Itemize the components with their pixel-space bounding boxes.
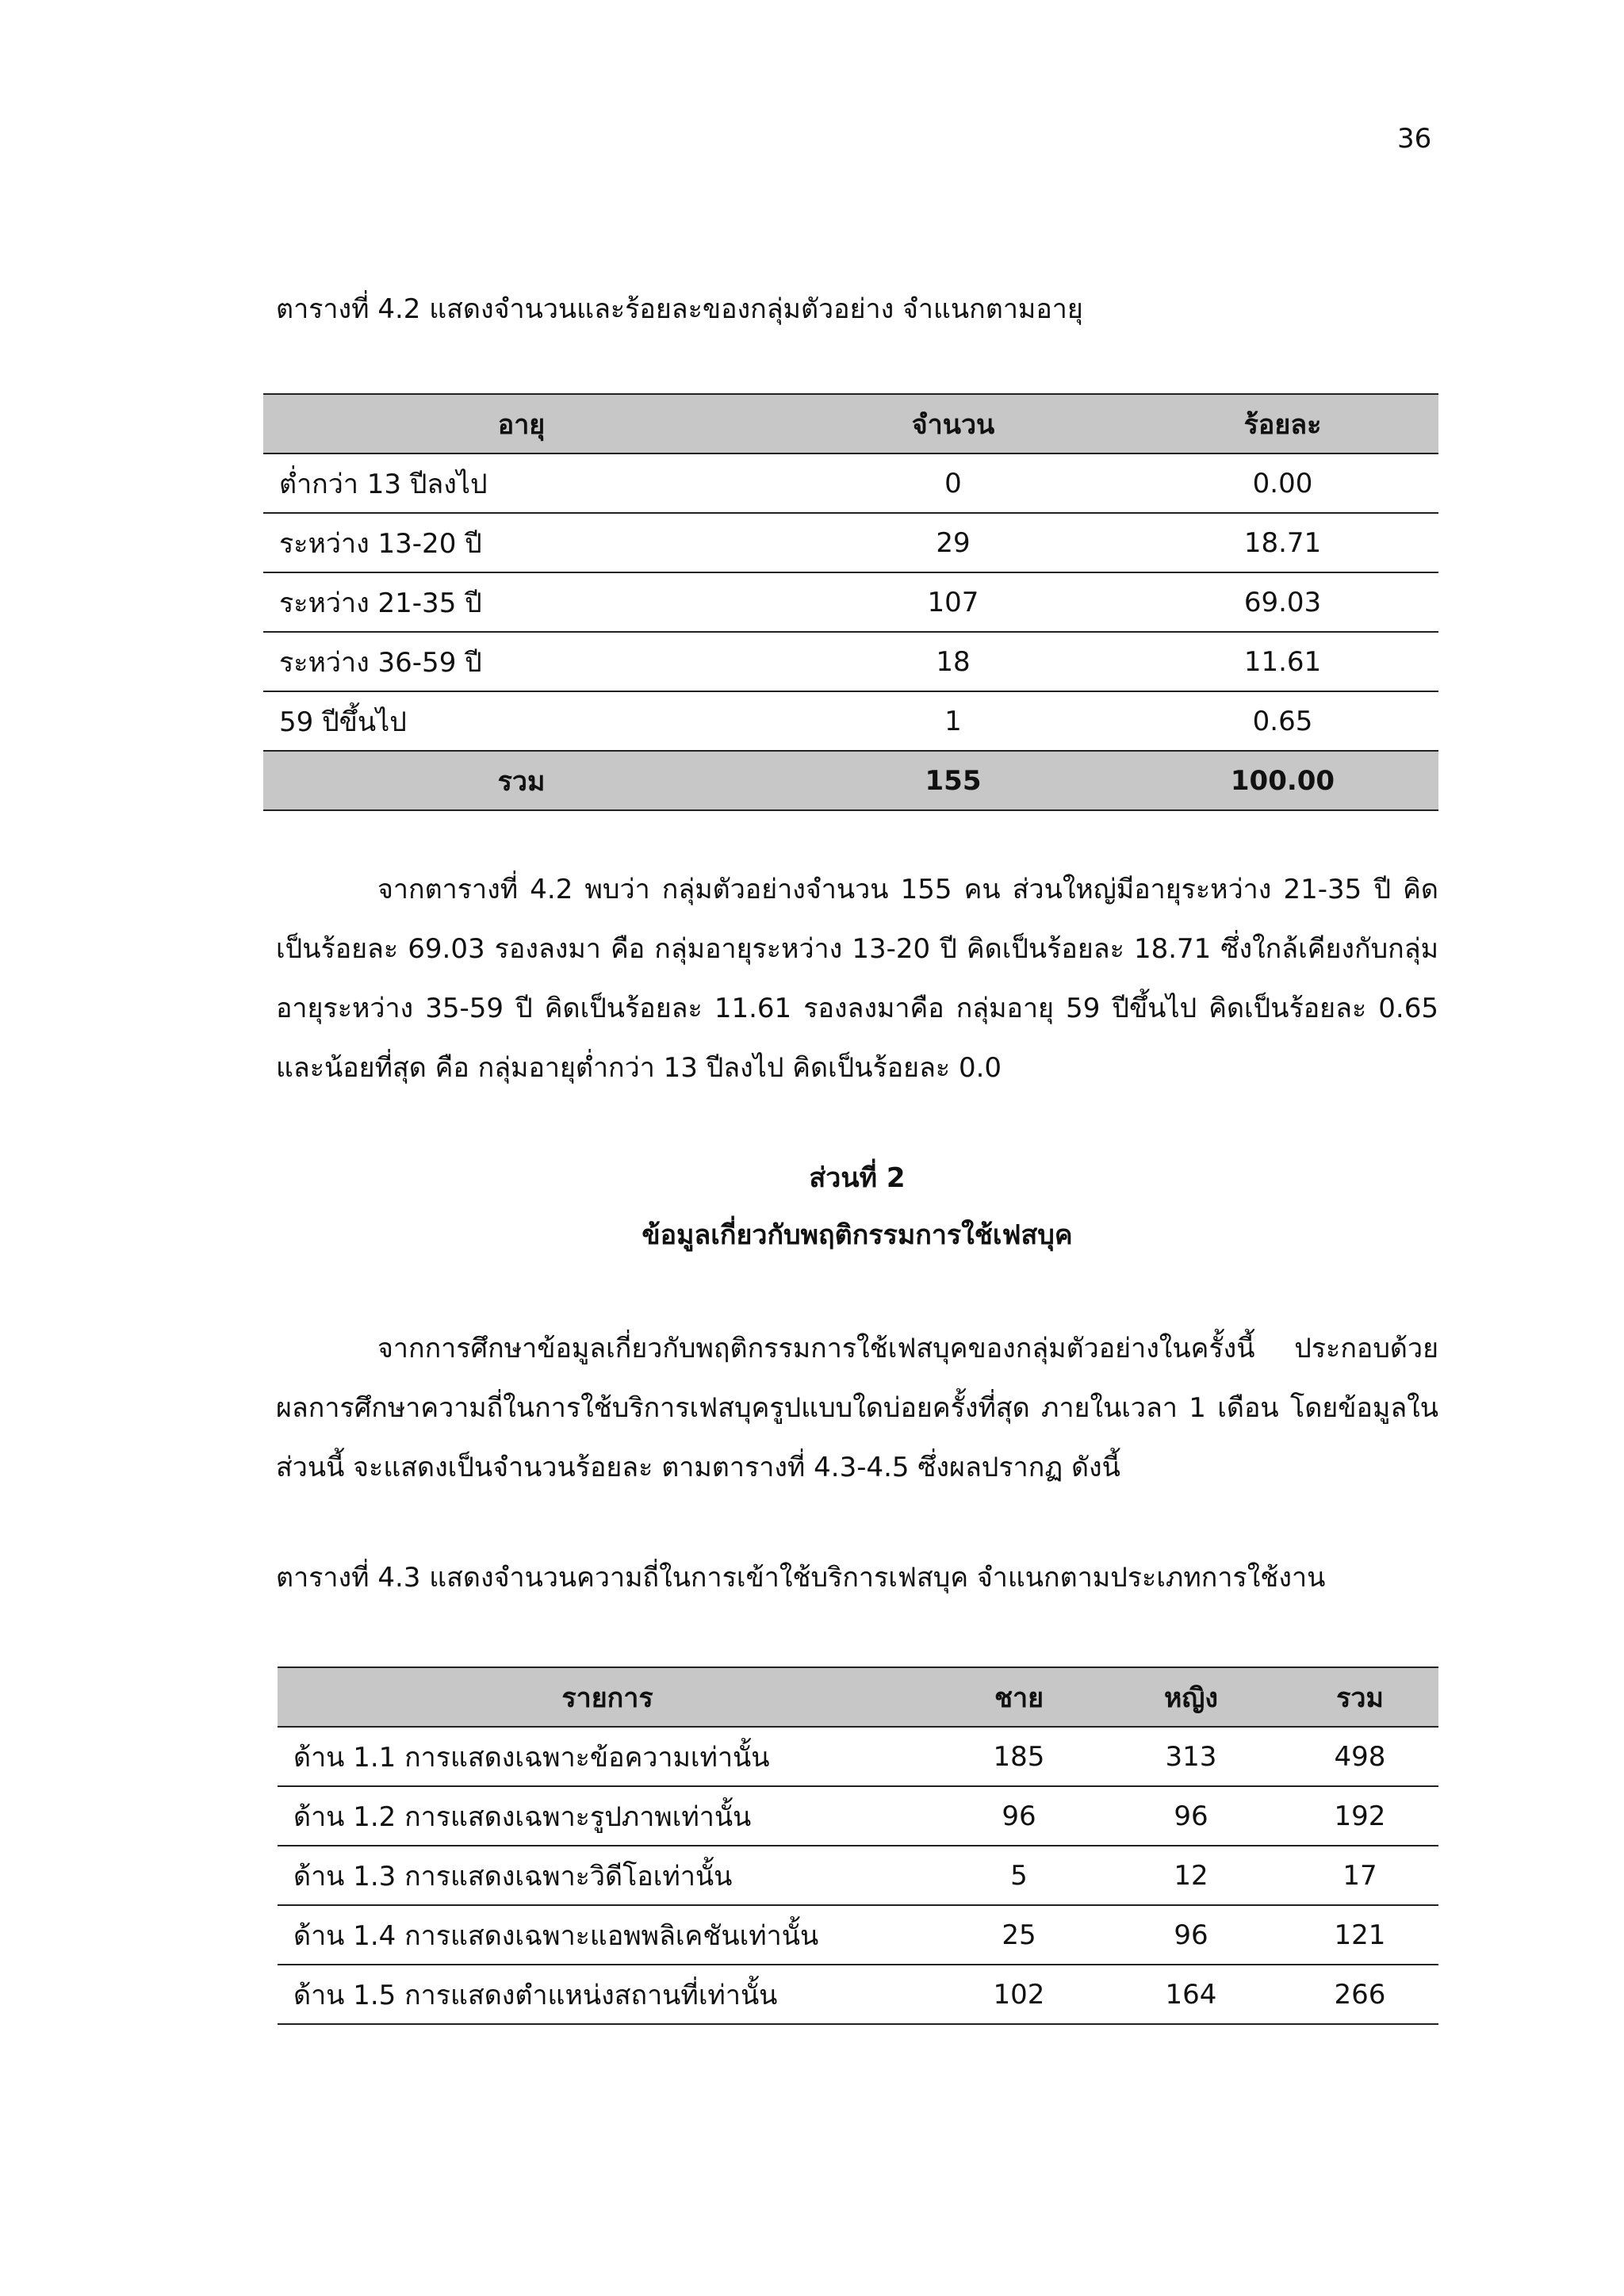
paragraph: จากตารางที่ 4.2 พบว่า กลุ่มตัวอย่างจำนวน 155 คน ส่วนใหญ่มีอายุระหว่าง 21-35 ปี คิดเป็นร้อยละ 69.03 รองลงมา คือ กลุ่มอายุระหว่าง 13-20 ปี คิดเป็นร้อยละ 18.71 ซึ่งใกล้เคียงกับกลุ่มอายุระหว่าง 35-59 ปี คิดเป็นร้อยละ 11.61 รองลงมาคือ กลุ่มอายุ 59 ปีขึ้นไป คิดเป็นร้อยละ 0.65 และน้อยที่สุด คือ กลุ่มอายุต่ำกว่า 13 ปีลงไป คิดเป็นร้อยละ 0.0 <box>276 874 1438 1084</box>
table-cell: 96 <box>1002 1800 1036 1832</box>
table-cell: 266 <box>1334 1978 1386 2011</box>
table-cell: ด้าน 1.3 การแสดงเฉพาะวิดีโอเท่านั้น <box>293 1860 733 1892</box>
table-cell: 1 <box>944 705 962 737</box>
table-row <box>278 1727 1438 1786</box>
column-header: รวม <box>1281 1667 1438 1727</box>
table-cell: 96 <box>1174 1919 1208 1951</box>
table-cell: 25 <box>1002 1919 1036 1951</box>
section-title: ส่วนที่ 2 <box>809 1162 906 1194</box>
table-header-row <box>278 1667 1438 1727</box>
table-cell: 107 <box>927 586 979 618</box>
page-number: 36 <box>1397 123 1432 155</box>
table-cell: 0.00 <box>1252 467 1313 499</box>
table-cell: ด้าน 1.2 การแสดงเฉพาะรูปภาพเท่านั้น <box>293 1800 752 1833</box>
column-header: ชาย <box>937 1667 1101 1727</box>
table-total-row <box>263 751 1438 810</box>
table-row <box>263 453 1438 513</box>
table-row <box>263 691 1438 751</box>
table-caption: ตารางที่ 4.3 แสดงจำนวนความถี่ในการเข้าใช้บริการเฟสบุค จำแนกตามประเภทการใช้งาน <box>276 1562 1326 1594</box>
table-cell: 185 <box>993 1740 1045 1773</box>
table-cell: รวม <box>263 751 779 810</box>
table-row <box>278 1846 1438 1905</box>
table-cell: 0 <box>944 467 962 499</box>
column-header: ร้อยละ <box>1127 394 1438 453</box>
table-row <box>278 1786 1438 1846</box>
table-cell: ระหว่าง 21-35 ปี <box>279 587 482 619</box>
table-row <box>278 1965 1438 2024</box>
table-caption: ตารางที่ 4.2 แสดงจำนวนและร้อยละของกลุ่มตัวอย่าง จำแนกตามอายุ <box>276 293 1083 325</box>
section-subtitle: ข้อมูลเกี่ยวกับพฤติกรรมการใช้เฟสบุค <box>642 1219 1073 1251</box>
table-cell: ด้าน 1.4 การแสดงเฉพาะแอพพลิเคชันเท่านั้น <box>293 1919 819 1952</box>
table-row <box>263 572 1438 632</box>
column-header: จำนวน <box>779 394 1127 453</box>
table-cell: 192 <box>1334 1800 1386 1832</box>
table-cell: 155 <box>779 751 1127 810</box>
table-cell: 498 <box>1334 1740 1386 1773</box>
age-table <box>263 393 1438 811</box>
table-cell: 121 <box>1334 1919 1386 1951</box>
table-cell: 102 <box>993 1978 1045 2011</box>
table-cell: 5 <box>1010 1859 1028 1892</box>
column-header: อายุ <box>263 394 779 453</box>
table-cell: 29 <box>936 526 971 559</box>
table-cell: 12 <box>1174 1859 1208 1892</box>
column-header: รายการ <box>278 1667 937 1727</box>
table-row <box>263 513 1438 572</box>
table-cell: 100.00 <box>1127 751 1438 810</box>
table-cell: ระหว่าง 36-59 ปี <box>279 646 482 679</box>
table-cell: 11.61 <box>1243 645 1322 678</box>
table-cell: 164 <box>1165 1978 1217 2011</box>
table-cell: 18.71 <box>1243 526 1322 559</box>
table-header-row <box>263 394 1438 453</box>
table-cell: 0.65 <box>1252 705 1313 737</box>
table-cell: 17 <box>1342 1859 1377 1892</box>
table-cell: ระหว่าง 13-20 ปี <box>279 527 482 560</box>
table-row <box>263 632 1438 691</box>
table-cell: 59 ปีขึ้นไป <box>279 706 407 738</box>
table-cell: ด้าน 1.1 การแสดงเฉพาะข้อความเท่านั้น <box>293 1741 770 1774</box>
table-row <box>278 1905 1438 1965</box>
usage-table <box>278 1667 1438 2025</box>
paragraph: จากการศึกษาข้อมูลเกี่ยวกับพฤติกรรมการใช้เฟสบุคของกลุ่มตัวอย่างในครั้งนี้ ประกอบด้วยผลการศึกษาความถี่ในการใช้บริการเฟสบุครูปแบบใดบ่อยครั้งที่สุด ภายในเวลา 1 เดือน โดยข้อมูลในส่วนนี้ จะแสดงเป็นจำนวนร้อยละ ตามตารางที่ 4.3-4.5 ซึ่งผลปรากฏ ดังนี้ <box>276 1333 1438 1483</box>
table-cell: 313 <box>1165 1740 1217 1773</box>
table-cell: 96 <box>1174 1800 1208 1832</box>
table-cell: ต่ำกว่า 13 ปีลงไป <box>279 468 488 500</box>
column-header: หญิง <box>1101 1667 1281 1727</box>
table-cell: 18 <box>936 645 971 678</box>
table-cell: ด้าน 1.5 การแสดงตำแหน่งสถานที่เท่านั้น <box>293 1979 778 2011</box>
table-cell: 69.03 <box>1243 586 1322 618</box>
